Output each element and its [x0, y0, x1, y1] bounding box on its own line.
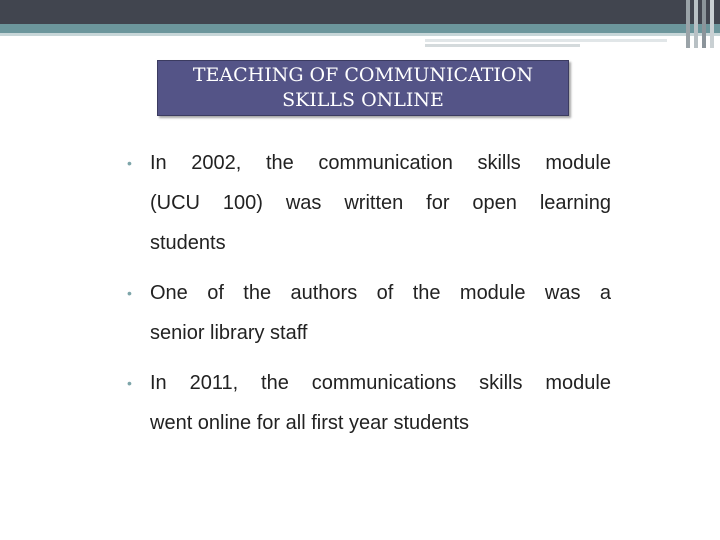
bullet-item	[127, 363, 611, 443]
header-light-stripe	[0, 33, 720, 36]
title-line: SKILLS ONLINE	[282, 89, 444, 111]
bullet-text-line: In 2002, the communication skills module	[150, 152, 611, 174]
bullet-text-line: In 2011, the communications skills module	[150, 372, 611, 394]
decorative-stripes	[684, 0, 720, 50]
bullet-list	[127, 143, 611, 453]
bullet-item	[127, 143, 611, 263]
bullet-text-line: went online for all first year students	[150, 412, 470, 434]
bullet-text-line: One of the authors of the module was a	[150, 282, 611, 304]
bullet-text-line: students	[150, 232, 226, 254]
bullet-icon: •	[127, 375, 132, 391]
header-band	[0, 0, 720, 24]
title-line: TEACHING OF COMMUNICATION	[192, 64, 534, 86]
slide-title	[157, 60, 569, 116]
bullet-icon: •	[127, 285, 132, 301]
bullet-text-line: (UCU 100) was written for open learning	[150, 192, 611, 214]
header-accent-stripe	[0, 24, 720, 33]
bullet-text-line: senior library staff	[150, 322, 308, 344]
decorative-line	[425, 44, 580, 47]
bullet-icon: •	[127, 155, 132, 171]
decorative-line	[425, 39, 667, 42]
bullet-item	[127, 273, 611, 353]
